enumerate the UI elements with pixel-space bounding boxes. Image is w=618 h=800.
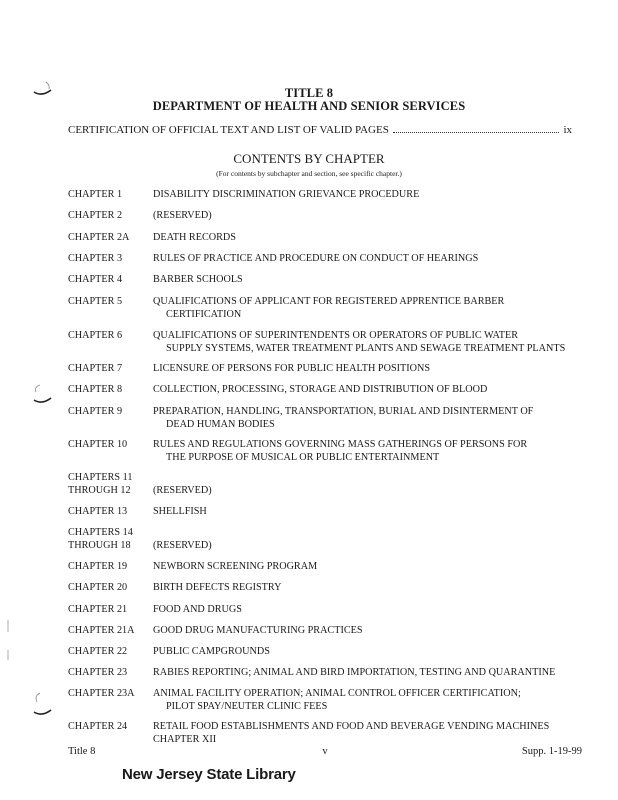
library-stamp: New Jersey State Library bbox=[122, 766, 296, 783]
chapter-title-continued: THE PURPOSE OF MUSICAL OR PUBLIC ENTERTAINMENT bbox=[166, 452, 440, 463]
footer-page-number: v bbox=[322, 746, 328, 757]
chapter-title: (RESERVED) bbox=[153, 540, 212, 551]
chapter-title-continued: DEAD HUMAN BODIES bbox=[166, 419, 275, 430]
contents-note: (For contents by subchapter and section, see specific chapter.) bbox=[216, 169, 402, 178]
leader-dots bbox=[393, 131, 560, 133]
department-heading: DEPARTMENT OF HEALTH AND SENIOR SERVICES bbox=[152, 99, 466, 113]
chapter-label: CHAPTER 9 bbox=[68, 406, 123, 417]
chapter-label: CHAPTER 22 bbox=[68, 646, 128, 657]
punch-hole-mark-icon bbox=[32, 384, 54, 408]
chapter-title: BARBER SCHOOLS bbox=[153, 274, 243, 285]
chapter-title-continued: CHAPTER XII bbox=[153, 734, 217, 745]
chapter-label: CHAPTER 6 bbox=[68, 330, 123, 341]
document-title: TITLE 8 bbox=[284, 86, 334, 100]
chapter-title: PREPARATION, HANDLING, TRANSPORTATION, BURIAL AND DISINTERMENT OF bbox=[153, 406, 534, 417]
chapter-label: CHAPTER 5 bbox=[68, 296, 123, 307]
chapter-title: (RESERVED) bbox=[153, 485, 212, 496]
certification-page-number: ix bbox=[563, 124, 572, 136]
chapter-title: RULES AND REGULATIONS GOVERNING MASS GATHERINGS OF PERSONS FOR bbox=[153, 439, 528, 450]
certification-text: CERTIFICATION OF OFFICIAL TEXT AND LIST OF VALID PAGES bbox=[68, 124, 389, 136]
chapter-label: CHAPTER 7 bbox=[68, 363, 123, 374]
chapter-label: CHAPTER 3 bbox=[68, 253, 123, 264]
chapter-label: CHAPTER 8 bbox=[68, 384, 123, 395]
chapter-title: (RESERVED) bbox=[153, 210, 212, 221]
contents-heading: CONTENTS BY CHAPTER bbox=[233, 151, 385, 166]
chapter-title: LICENSURE OF PERSONS FOR PUBLIC HEALTH POSITIONS bbox=[153, 363, 430, 374]
chapter-title: NEWBORN SCREENING PROGRAM bbox=[153, 561, 318, 572]
chapter-title: QUALIFICATIONS OF APPLICANT FOR REGISTERED APPRENTICE BARBER bbox=[153, 296, 505, 307]
chapter-label: CHAPTER 20 bbox=[68, 582, 128, 593]
chapter-title-continued: SUPPLY SYSTEMS, WATER TREATMENT PLANTS AND SEWAGE TREATMENT PLANTS bbox=[166, 343, 566, 354]
footer-supplement-date: Supp. 1-19-99 bbox=[521, 746, 582, 757]
chapter-label: CHAPTER 19 bbox=[68, 561, 128, 572]
chapter-label: CHAPTER 10 bbox=[68, 439, 128, 450]
chapter-label: CHAPTER 1 bbox=[68, 189, 123, 200]
chapter-label: CHAPTER 23A bbox=[68, 688, 135, 699]
chapter-title: RETAIL FOOD ESTABLISHMENTS AND FOOD AND BEVERAGE VENDING MACHINES bbox=[153, 721, 550, 732]
chapter-title: FOOD AND DRUGS bbox=[153, 604, 242, 615]
chapter-title: DISABILITY DISCRIMINATION GRIEVANCE PROCEDURE bbox=[153, 189, 420, 200]
chapter-title: DEATH RECORDS bbox=[153, 232, 236, 243]
footer-title: Title 8 bbox=[68, 746, 96, 757]
chapter-title-continued: CERTIFICATION bbox=[166, 309, 242, 320]
certification-line[interactable] bbox=[68, 124, 572, 136]
chapter-title: RABIES REPORTING; ANIMAL AND BIRD IMPORTATION, TESTING AND QUARANTINE bbox=[153, 667, 556, 678]
chapter-title: SHELLFISH bbox=[153, 506, 207, 517]
chapter-title: BIRTH DEFECTS REGISTRY bbox=[153, 582, 282, 593]
chapter-label: CHAPTERS 11 bbox=[68, 472, 133, 483]
chapter-label: CHAPTER 2 bbox=[68, 210, 123, 221]
chapter-label: CHAPTER 4 bbox=[68, 274, 123, 285]
chapter-title: QUALIFICATIONS OF SUPERINTENDENTS OR OPERATORS OF PUBLIC WATER bbox=[153, 330, 518, 341]
chapter-label: CHAPTER 24 bbox=[68, 721, 128, 732]
chapter-title: COLLECTION, PROCESSING, STORAGE AND DISTRIBUTION OF BLOOD bbox=[153, 384, 488, 395]
chapter-title: GOOD DRUG MANUFACTURING PRACTICES bbox=[153, 625, 363, 636]
chapter-label: CHAPTER 23 bbox=[68, 667, 128, 678]
chapter-label: CHAPTER 13 bbox=[68, 506, 128, 517]
chapter-label: CHAPTER 2A bbox=[68, 232, 130, 243]
chapter-title: ANIMAL FACILITY OPERATION; ANIMAL CONTROL OFFICER CERTIFICATION; bbox=[153, 688, 521, 699]
chapter-label: CHAPTER 21A bbox=[68, 625, 135, 636]
chapter-title-continued: PILOT SPAY/NEUTER CLINIC FEES bbox=[166, 701, 328, 712]
chapter-label-continued: THROUGH 18 bbox=[68, 540, 131, 551]
margin-tick-icon bbox=[6, 620, 10, 670]
chapter-title: RULES OF PRACTICE AND PROCEDURE ON CONDUCT OF HEARINGS bbox=[153, 253, 479, 264]
chapter-label-continued: THROUGH 12 bbox=[68, 485, 131, 496]
chapter-title: PUBLIC CAMPGROUNDS bbox=[153, 646, 270, 657]
punch-hole-mark-icon bbox=[32, 690, 54, 720]
chapter-label: CHAPTER 21 bbox=[68, 604, 128, 615]
chapter-label: CHAPTERS 14 bbox=[68, 527, 133, 538]
